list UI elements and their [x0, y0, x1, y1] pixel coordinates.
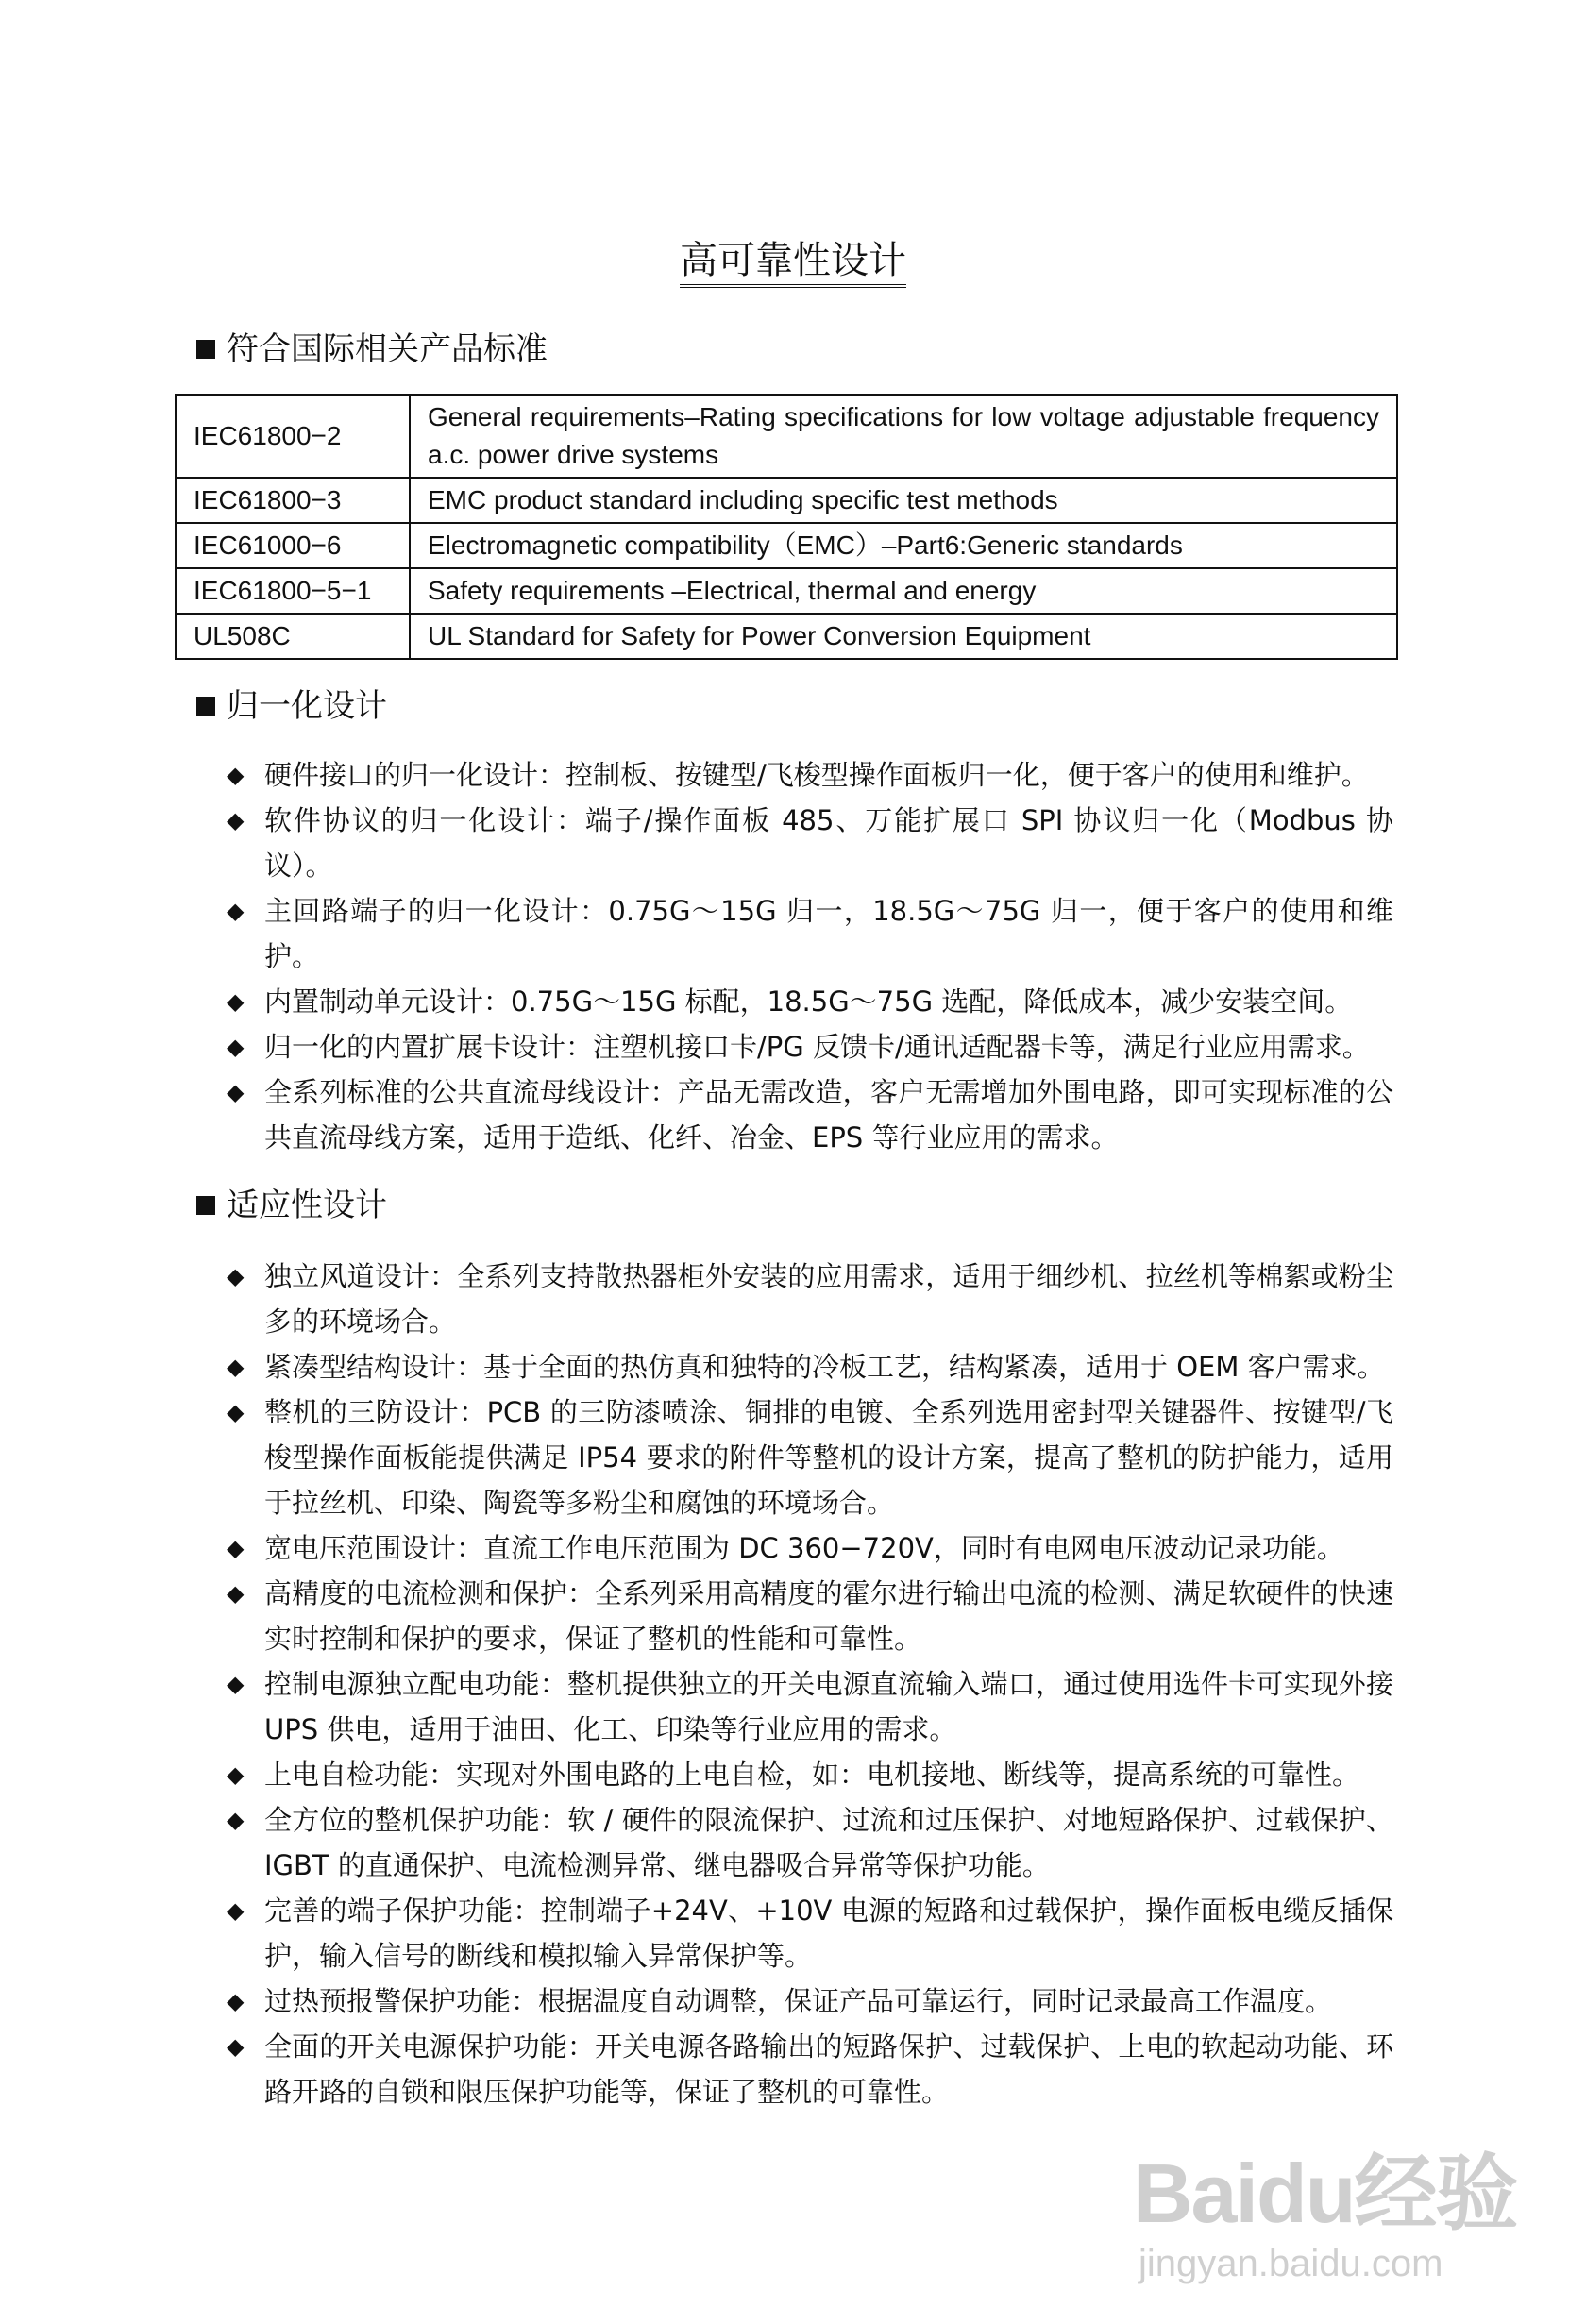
list-item-text: 紧凑型结构设计：基于全面的热仿真和独特的冷板工艺，结构紧凑，适用于 OEM 客户需求。 [264, 1351, 1385, 1383]
standard-description: Electromagnetic compatibility（EMC）–Part6:Generic standards [410, 523, 1397, 568]
adaptability-list [225, 1254, 1393, 2114]
diamond-bullet-icon: ◆ [227, 1807, 245, 1833]
section-heading-normalization: 归一化设计 [196, 683, 1586, 729]
list-item-text: 上电自检功能：实现对外围电路的上电自检，如：电机接地、断线等，提高系统的可靠性。 [264, 1759, 1360, 1791]
list-item-text: 软件协议的归一化设计：端子/操作面板 485、万能扩展口 SPI 协议归一化（Modbus 协议）。 [264, 804, 1393, 882]
list-item-text: 全方位的整机保护功能：软 / 硬件的限流保护、过流和过压保护、对地短路保护、过载保护、IGBT 的直通保护、电流检测异常、继电器吸合异常等保护功能。 [264, 1804, 1393, 1881]
list-item-text: 硬件接口的归一化设计：控制板、按键型/飞梭型操作面板归一化，便于客户的使用和维护。 [264, 759, 1369, 791]
list-item [225, 752, 1393, 798]
diamond-bullet-icon: ◆ [227, 1761, 245, 1788]
list-item [225, 1389, 1393, 1525]
list-item [225, 888, 1393, 979]
normalization-list [225, 752, 1393, 1160]
list-item [225, 1254, 1393, 1344]
table-row [176, 395, 1397, 478]
section-heading-adaptability: 适应性设计 [196, 1183, 1586, 1228]
diamond-bullet-icon: ◆ [227, 762, 245, 788]
list-item-text: 内置制动单元设计：0.75G～15G 标配，18.5G～75G 选配，降低成本，减少安装空间。 [264, 985, 1353, 1018]
list-item [225, 1661, 1393, 1752]
baidu-watermark: Baidu经验 jingyan.baidu.com [1133, 2147, 1517, 2284]
diamond-bullet-icon: ◆ [227, 1263, 245, 1289]
diamond-bullet-icon: ◆ [227, 1034, 245, 1060]
diamond-bullet-icon: ◆ [227, 1354, 245, 1380]
list-item [225, 1344, 1393, 1389]
list-item [225, 1888, 1393, 1979]
list-item [225, 1525, 1393, 1571]
table-row [176, 568, 1397, 614]
square-bullet-icon [196, 340, 215, 359]
list-item-text: 过热预报警保护功能：根据温度自动调整，保证产品可靠运行，同时记录最高工作温度。 [264, 1985, 1333, 2017]
standards-table [175, 394, 1398, 660]
list-item [225, 1024, 1393, 1069]
section-heading-standards: 符合国际相关产品标准 [196, 327, 1586, 372]
list-item-text: 高精度的电流检测和保护：全系列采用高精度的霍尔进行输出电流的检测、满足软硬件的快速实时控制和保护的要求，保证了整机的性能和可靠性。 [264, 1577, 1393, 1655]
standard-code: IEC61800−3 [176, 478, 410, 523]
diamond-bullet-icon: ◆ [227, 1079, 245, 1105]
list-item [225, 1752, 1393, 1797]
list-item [225, 1797, 1393, 1888]
standard-code: IEC61000−6 [176, 523, 410, 568]
list-item-text: 全系列标准的公共直流母线设计：产品无需改造，客户无需增加外围电路，即可实现标准的公共直流母线方案，适用于造纸、化纤、冶金、EPS 等行业应用的需求。 [264, 1076, 1393, 1154]
list-item-text: 全面的开关电源保护功能：开关电源各路输出的短路保护、过载保护、上电的软起动功能、环路开路的自锁和限压保护功能等，保证了整机的可靠性。 [264, 2030, 1393, 2108]
list-item [225, 2024, 1393, 2114]
list-item-text: 主回路端子的归一化设计：0.75G～15G 归一，18.5G～75G 归一，便于客户的使用和维护。 [264, 895, 1393, 972]
list-item [225, 798, 1393, 888]
list-item-text: 宽电压范围设计：直流工作电压范围为 DC 360−720V，同时有电网电压波动记录功能。 [264, 1532, 1344, 1564]
standard-code: IEC61800−2 [176, 395, 410, 478]
standard-code: IEC61800−5−1 [176, 568, 410, 614]
list-item-text: 控制电源独立配电功能：整机提供独立的开关电源直流输入端口，通过使用选件卡可实现外接 UPS 供电，适用于油田、化工、印染等行业应用的需求。 [264, 1668, 1393, 1745]
list-item-text: 归一化的内置扩展卡设计：注塑机接口卡/PG 反馈卡/通讯适配器卡等，满足行业应用需求。 [264, 1031, 1370, 1063]
square-bullet-icon [196, 697, 215, 716]
diamond-bullet-icon: ◆ [227, 1671, 245, 1697]
standard-description: Safety requirements –Electrical, thermal and energy [410, 568, 1397, 614]
list-item-text: 整机的三防设计：PCB 的三防漆喷涂、铜排的电镀、全系列选用密封型关键器件、按键型/飞梭型操作面板能提供满足 IP54 要求的附件等整机的设计方案，提高了整机的防护能力，适用于拉丝机、印染、陶瓷等多粉尘和腐蚀的环境场合。 [264, 1396, 1393, 1519]
list-item [225, 1571, 1393, 1661]
standard-description: UL Standard for Safety for Power Conversion Equipment [410, 614, 1397, 659]
list-item [225, 1069, 1393, 1160]
table-row [176, 523, 1397, 568]
list-item-text: 独立风道设计：全系列支持散热器柜外安装的应用需求，适用于细纱机、拉丝机等棉絮或粉尘多的环境场合。 [264, 1260, 1393, 1338]
list-item [225, 1979, 1393, 2024]
diamond-bullet-icon: ◆ [227, 1399, 245, 1425]
list-item [225, 979, 1393, 1024]
table-row [176, 614, 1397, 659]
diamond-bullet-icon: ◆ [227, 1897, 245, 1924]
diamond-bullet-icon: ◆ [227, 807, 245, 834]
diamond-bullet-icon: ◆ [227, 1580, 245, 1607]
square-bullet-icon [196, 1196, 215, 1215]
page-title: 高可靠性设计 [0, 234, 1586, 287]
standard-description: EMC product standard including specific test methods [410, 478, 1397, 523]
table-row [176, 478, 1397, 523]
standard-description: General requirements–Rating specifications for low voltage adjustable frequency a.c. power drive systems [410, 395, 1397, 478]
diamond-bullet-icon: ◆ [227, 1535, 245, 1561]
diamond-bullet-icon: ◆ [227, 1988, 245, 2014]
diamond-bullet-icon: ◆ [227, 988, 245, 1015]
standard-code: UL508C [176, 614, 410, 659]
diamond-bullet-icon: ◆ [227, 898, 245, 924]
list-item-text: 完善的端子保护功能：控制端子+24V、+10V 电源的短路和过载保护，操作面板电缆反插保护，输入信号的断线和模拟输入异常保护等。 [264, 1895, 1393, 1972]
diamond-bullet-icon: ◆ [227, 2033, 245, 2060]
